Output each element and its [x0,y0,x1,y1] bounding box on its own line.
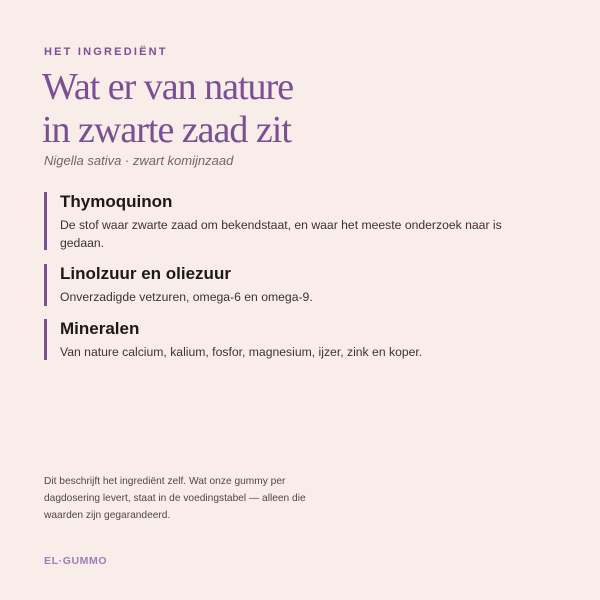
ingredient-item-title: Thymoquinon [60,192,173,211]
ingredient-item-description: Van nature calcium, kalium, fosfor, magnesium, ijzer, zink en koper. [60,345,423,359]
page-title [42,66,293,152]
ingredient-item-title: Linolzuur en oliezuur [60,264,231,283]
ingredient-item-fatty-acids [44,264,540,306]
brand-logo: EL·GUMMO [44,555,108,567]
ingredient-item-description: Onverzadigde vetzuren, omega-6 en omega-9. [60,290,313,304]
ingredient-item-minerals [44,319,540,360]
page-title-line-2: in zwarte zaad zit [42,109,291,151]
page-title-line-1: Wat er van nature [42,66,294,108]
ingredient-item-thymoquinon [44,192,540,250]
ingredient-item-description: De stof waar zwarte zaad om bekendstaat, en waar het meeste onderzoek naar is gedaan. [60,218,502,250]
ingredient-item-title: Mineralen [60,319,140,338]
footnote: Dit beschrijft het ingrediënt zelf. Wat onze gummy per dagdosering levert, staat in de voedingstabel — alleen die waarden zijn gegarandeerd. [44,476,306,521]
page-subtitle: Nigella sativa · zwart komijnzaad [44,153,234,168]
eyebrow-label: HET INGREDIËNT [44,46,168,58]
